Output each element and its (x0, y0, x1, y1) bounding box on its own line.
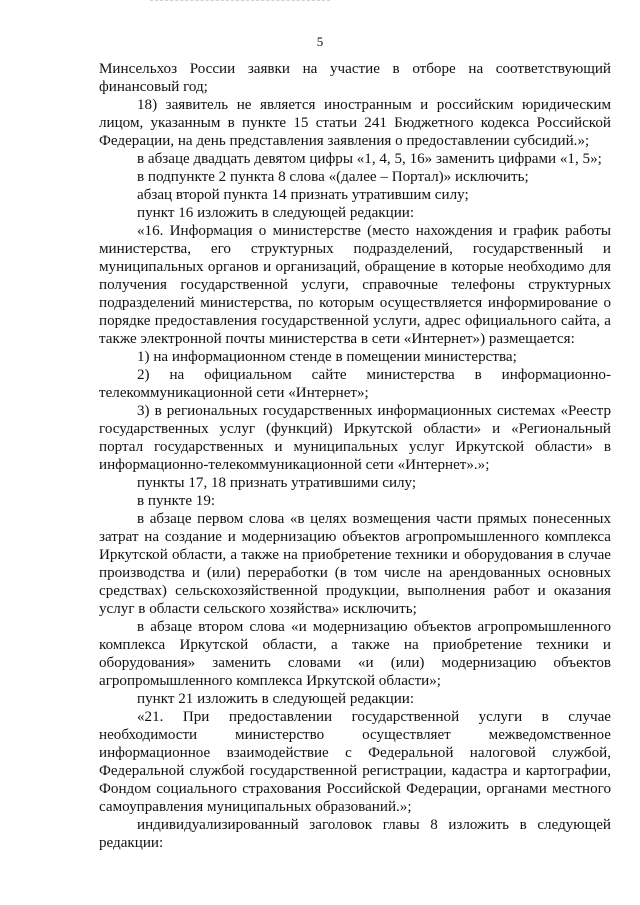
paragraph-12: в пункте 19: (137, 493, 216, 509)
paragraph-5: абзац второй пункта 14 признать утратившим силу; (137, 187, 469, 203)
paragraph-15: пункт 21 изложить в следующей редакции: (137, 691, 415, 707)
paragraph-4: в подпункте 2 пункта 8 слова «(далее – Портал)» исключить; (137, 169, 529, 185)
paragraph-16: «21. При предоставлении государственной услуги в случае необходимости министерство осуществляет межведомственное информационное взаимодействие с Федеральной налоговой службой, Федеральной службой государственной регистрации, кадастра и картографии, Фондом социального страхования Российской Федерации, органами местного самоуправления муниципальных образований.»; (99, 709, 611, 815)
paragraph-9: 2) на официальном сайте министерства в информационно-телекоммуникационной сети «Интернет»; (99, 367, 611, 401)
document-body (99, 60, 611, 852)
scan-artifact-line (150, 0, 330, 4)
paragraph-1: Минсельхоз России заявки на участие в отборе на соответствующий финансовый год; (99, 61, 611, 95)
paragraph-14: в абзаце втором слова «и модернизацию объектов агропромышленного комплекса Иркутской области, а также на приобретение техники и оборудования» заменить словами «и (или) модернизацию объектов агропромышленного комплекса Иркутской области»; (99, 619, 611, 689)
paragraph-10: 3) в региональных государственных информационных системах «Реестр государственных услуг (функций) Иркутской области» и «Региональный портал государственных и муниципальных услуг Иркутской области» в информационно-телекоммуникационной сети «Интернет».»; (99, 403, 611, 473)
paragraph-2: 18) заявитель не является иностранным и российским юридическим лицом, указанным в пункте 15 статьи 241 Бюджетного кодекса Российской Федерации, на день представления заявления о предоставлении субсидий.»; (99, 97, 611, 149)
paragraph-3: в абзаце двадцать девятом цифры «1, 4, 5, 16» заменить цифрами «1, 5»; (137, 151, 602, 167)
paragraph-17: индивидуализированный заголовок главы 8 изложить в следующей редакции: (99, 817, 611, 851)
paragraph-11: пункты 17, 18 признать утратившими силу; (137, 475, 417, 491)
page-number: 5 (316, 34, 324, 49)
paragraph-6: пункт 16 изложить в следующей редакции: (137, 205, 415, 221)
paragraph-8: 1) на информационном стенде в помещении министерства; (137, 349, 517, 365)
paragraph-7: «16. Информация о министерстве (место нахождения и график работы министерства, его структурных подразделений, государственный и муниципальных органов и организаций, обращение в которые необходимо для получения государственной услуги, справочные телефоны структурных подразделений министерства, по которым осуществляется информирование о порядке предоставления государственной услуги, адрес официального сайта, а также электронной почты министерства в сети «Интернет») размещается: (99, 223, 611, 347)
paragraph-13: в абзаце первом слова «в целях возмещения части прямых понесенных затрат на создание и модернизацию объектов агропромышленного комплекса Иркутской области, а также на приобретение техники и оборудования в случае производства и (или) переработки (в том числе на арендованных основных средствах) сельскохозяйственной продукции, выполнения работ и оказания услуг в области сельского хозяйства» исключить; (99, 511, 611, 617)
